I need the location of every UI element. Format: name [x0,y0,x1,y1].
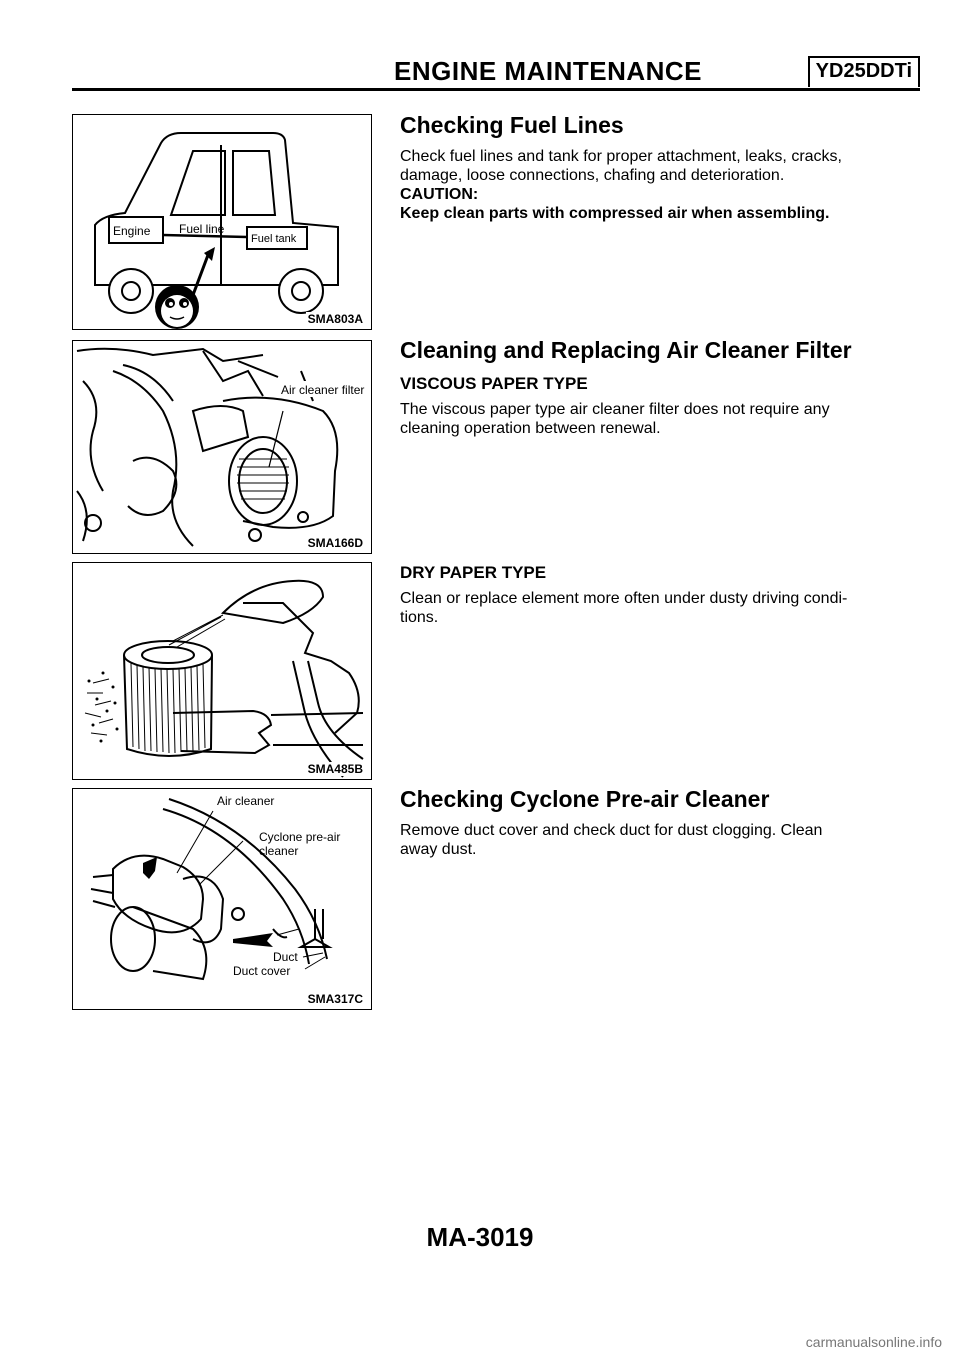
figure-code: SMA803A [307,312,363,326]
section-cyclone [400,786,920,859]
figure-fuel-lines [72,114,372,330]
paragraph-line: Check fuel lines and tank for proper attachment, leaks, cracks, [400,148,842,165]
figure-cyclone-pre-air-cleaner [72,788,372,1010]
paragraph-line: cleaning operation between renewal. [400,420,661,437]
engine-code-badge: YD25DDTi [808,56,920,87]
paragraph-line: The viscous paper type air cleaner filter does not require any [400,401,830,418]
paragraph-line: tions. [400,609,439,626]
paragraph-line: Clean or replace element more often under dusty driving condi- [400,590,848,607]
paragraph-line: damage, loose connections, chafing and deterioration. [400,167,785,184]
figure-code: SMA166D [307,536,363,550]
page-number: MA-3019 [426,1222,534,1252]
car-fuel-line-illustration [73,115,371,329]
caution-label: CAUTION: [400,186,479,203]
label-engine: Engine [113,224,151,238]
figure-air-cleaner-filter [72,340,372,554]
label-cyclone-line2: cleaner [259,844,299,858]
subsection-title: DRY PAPER TYPE [400,563,547,582]
label-cyclone-line1: Cyclone pre-air [259,830,341,844]
section-dry-paper [400,563,920,627]
figure-code: SMA485B [307,762,363,776]
label-fuel-tank: Fuel tank [251,233,297,245]
header-title: ENGINE MAINTENANCE [394,56,703,86]
figure-code: SMA317C [307,992,363,1006]
watermark: carmanualsonline.info [805,1334,942,1350]
subsection-title: VISCOUS PAPER TYPE [400,374,588,393]
figure-dry-paper-cleaning [72,562,372,780]
label-air-cleaner: Air cleaner [217,794,275,808]
cyclone-cleaner-illustration [73,789,371,1009]
section-title: Checking Cyclone Pre-air Cleaner [400,786,770,812]
caution-text: Keep clean parts with compressed air when assembling. [400,205,830,222]
section-title: Checking Fuel Lines [400,112,624,138]
label-duct-cover: Duct cover [233,964,291,978]
engine-bay-illustration [73,341,371,553]
section-title: Cleaning and Replacing Air Cleaner Filter [400,337,852,363]
filter-cleaning-illustration [73,563,371,779]
paragraph-line: away dust. [400,841,477,858]
label-fuel-line: Fuel line [179,222,225,236]
page-header [72,54,920,91]
section-fuel-lines [400,112,920,223]
label-duct: Duct [273,950,298,964]
paragraph-line: Remove duct cover and check duct for dust clogging. Clean [400,822,823,839]
label-air-cleaner-filter: Air cleaner filter [281,383,365,397]
section-air-cleaner-filter [400,337,920,438]
